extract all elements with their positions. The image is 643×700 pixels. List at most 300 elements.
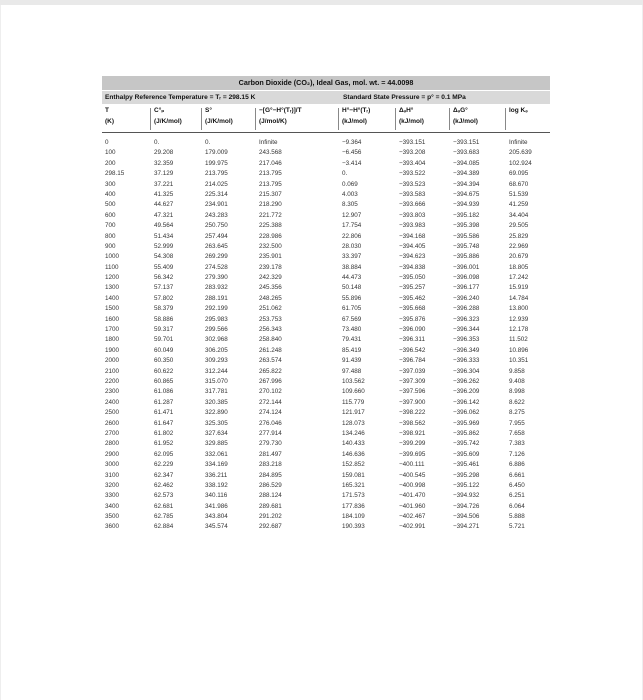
table-cell: 8.622 bbox=[509, 398, 525, 406]
table-cell: −396.323 bbox=[453, 315, 480, 323]
table-cell: −396.344 bbox=[453, 326, 480, 334]
column-header bbox=[105, 106, 114, 126]
table-row bbox=[102, 503, 550, 513]
table-cell: −397.039 bbox=[399, 367, 426, 375]
table-cell: −394.932 bbox=[453, 492, 480, 500]
column-header-unit: (kJ/mol) bbox=[342, 118, 367, 125]
table-cell: −399.299 bbox=[399, 440, 426, 448]
table-cell: 0. bbox=[205, 139, 211, 146]
table-cell: 14.784 bbox=[509, 294, 529, 302]
table-row bbox=[102, 253, 550, 263]
table-cell: −396.142 bbox=[453, 398, 480, 406]
table-cell: −394.838 bbox=[399, 263, 426, 271]
table-cell: 60.622 bbox=[154, 367, 174, 375]
table-cell: 251.062 bbox=[259, 305, 282, 313]
table-cell: −393.666 bbox=[399, 201, 426, 209]
table-cell: −400.998 bbox=[399, 481, 426, 489]
table-cell: 59.701 bbox=[154, 336, 174, 344]
table-cell: −393.404 bbox=[399, 159, 426, 167]
column-divider bbox=[338, 108, 339, 130]
table-cell: 6.450 bbox=[509, 481, 525, 489]
table-row bbox=[102, 430, 550, 440]
table-cell: 309.293 bbox=[205, 357, 228, 365]
table-row bbox=[102, 295, 550, 305]
table-cell: −395.969 bbox=[453, 419, 480, 427]
table-cell: 218.290 bbox=[259, 201, 282, 209]
table-cell: 67.569 bbox=[342, 315, 362, 323]
table-cell: 5.721 bbox=[509, 523, 525, 531]
table-row bbox=[102, 368, 550, 378]
table-cell: 274.124 bbox=[259, 409, 282, 417]
table-cell: 258.840 bbox=[259, 336, 282, 344]
table-cell: 900 bbox=[105, 242, 116, 250]
table-cell: 292.687 bbox=[259, 523, 282, 531]
column-divider bbox=[255, 108, 256, 130]
table-cell: 6.886 bbox=[509, 461, 525, 469]
table-cell: −396.349 bbox=[453, 346, 480, 354]
column-header-unit: (kJ/mol) bbox=[453, 118, 478, 125]
column-header-label: ΔₔH° bbox=[399, 107, 414, 114]
table-cell: 1200 bbox=[105, 274, 120, 282]
table-row bbox=[102, 305, 550, 315]
column-header-unit: (K) bbox=[105, 118, 115, 125]
table-cell: 10.896 bbox=[509, 346, 529, 354]
table-cell: 61.802 bbox=[154, 429, 174, 437]
table-cell: −400.545 bbox=[399, 471, 426, 479]
table-cell: −394.623 bbox=[399, 253, 426, 261]
table-cell: 62.095 bbox=[154, 450, 174, 458]
table-cell: 97.488 bbox=[342, 367, 362, 375]
table-cell: 0.069 bbox=[342, 180, 358, 188]
table-cell: 47.321 bbox=[154, 211, 174, 219]
table-cell: 267.996 bbox=[259, 377, 282, 385]
table-cell: 243.568 bbox=[259, 149, 282, 157]
table-cell: 2500 bbox=[105, 409, 120, 417]
table-cell: 3600 bbox=[105, 523, 120, 531]
table-cell: 213.795 bbox=[259, 170, 282, 178]
table-cell: 1800 bbox=[105, 336, 120, 344]
table-cell: 6.251 bbox=[509, 492, 525, 500]
table-cell: 22.806 bbox=[342, 232, 362, 240]
table-cell: 179.009 bbox=[205, 149, 228, 157]
table-cell: 2400 bbox=[105, 398, 120, 406]
table-cell: 338.192 bbox=[205, 481, 228, 489]
table-cell: 44.627 bbox=[154, 201, 174, 209]
table-cell: 400 bbox=[105, 190, 116, 198]
table-cell: 317.781 bbox=[205, 388, 228, 396]
table-cell: 2300 bbox=[105, 388, 120, 396]
table-cell: −397.596 bbox=[399, 388, 426, 396]
table-row bbox=[102, 139, 550, 149]
table-cell: 250.750 bbox=[205, 222, 228, 230]
table-cell: 283.932 bbox=[205, 284, 228, 292]
table-cell: −394.506 bbox=[453, 513, 480, 521]
table-cell: 12.907 bbox=[342, 211, 362, 219]
table-cell: 68.670 bbox=[509, 180, 529, 188]
table-cell: −396.288 bbox=[453, 305, 480, 313]
column-header bbox=[259, 106, 302, 126]
table-cell: 61.952 bbox=[154, 440, 174, 448]
table-cell: 1600 bbox=[105, 315, 120, 323]
table-cell: 25.829 bbox=[509, 232, 529, 240]
table-row bbox=[102, 316, 550, 326]
reference-bar bbox=[102, 91, 550, 104]
table-row bbox=[102, 492, 550, 502]
table-cell: 302.968 bbox=[205, 336, 228, 344]
table-cell: −401.470 bbox=[399, 492, 426, 500]
table-cell: 41.259 bbox=[509, 201, 529, 209]
column-divider bbox=[395, 108, 396, 130]
table-cell: 263.574 bbox=[259, 357, 282, 365]
table-cell: 60.865 bbox=[154, 377, 174, 385]
table-cell: 17.754 bbox=[342, 222, 362, 230]
table-cell: −396.784 bbox=[399, 357, 426, 365]
table-cell: 79.431 bbox=[342, 336, 362, 344]
table-cell: 242.329 bbox=[259, 274, 282, 282]
table-cell: 257.494 bbox=[205, 232, 228, 240]
table-cell: 22.969 bbox=[509, 242, 529, 250]
table-cell: 2700 bbox=[105, 429, 120, 437]
column-header bbox=[342, 106, 370, 126]
table-cell: 58.886 bbox=[154, 315, 174, 323]
table-cell: −9.364 bbox=[342, 139, 362, 146]
table-cell: −396.177 bbox=[453, 284, 480, 292]
table-cell: 61.647 bbox=[154, 419, 174, 427]
column-header-label: C°ₚ bbox=[154, 107, 165, 114]
standard-state-pressure: Standard State Pressure = p° = 0.1 MPa bbox=[343, 94, 466, 101]
table-cell: 17.242 bbox=[509, 274, 529, 282]
table-cell: 8.275 bbox=[509, 409, 525, 417]
column-header-label: log Kₔ bbox=[509, 107, 528, 114]
table-cell: 320.385 bbox=[205, 398, 228, 406]
table-cell: 32.359 bbox=[154, 159, 174, 167]
table-cell: −396.062 bbox=[453, 409, 480, 417]
table-cell: 306.205 bbox=[205, 346, 228, 354]
column-header-label: −[G°−H°(Tᵣ)]/T bbox=[259, 107, 302, 114]
table-cell: 500 bbox=[105, 201, 116, 209]
table-row bbox=[102, 420, 550, 430]
table-cell: 18.805 bbox=[509, 263, 529, 271]
table-cell: 146.636 bbox=[342, 450, 365, 458]
table-cell: 276.046 bbox=[259, 419, 282, 427]
table-cell: −396.333 bbox=[453, 357, 480, 365]
table-cell: 312.244 bbox=[205, 367, 228, 375]
table-cell: 214.025 bbox=[205, 180, 228, 188]
table-row bbox=[102, 326, 550, 336]
table-cell: 239.178 bbox=[259, 263, 282, 271]
table-cell: 60.049 bbox=[154, 346, 174, 354]
table-cell: 13.800 bbox=[509, 305, 529, 313]
table-cell: −395.461 bbox=[453, 461, 480, 469]
table-cell: 283.218 bbox=[259, 461, 282, 469]
table-cell: 215.307 bbox=[259, 190, 282, 198]
table-cell: 1500 bbox=[105, 305, 120, 313]
table-cell: 7.383 bbox=[509, 440, 525, 448]
table-cell: −402.991 bbox=[399, 523, 426, 531]
table-cell: 0. bbox=[154, 139, 160, 146]
table-cell: 50.148 bbox=[342, 284, 362, 292]
table-cell: 3000 bbox=[105, 461, 120, 469]
table-cell: 213.795 bbox=[259, 180, 282, 188]
table-cell: 171.573 bbox=[342, 492, 365, 500]
table-cell: 62.681 bbox=[154, 502, 174, 510]
column-headers bbox=[102, 106, 550, 133]
column-header-unit: (kJ/mol) bbox=[399, 118, 424, 125]
table-cell: 12.939 bbox=[509, 315, 529, 323]
table-cell: 12.178 bbox=[509, 326, 529, 334]
table-row bbox=[102, 243, 550, 253]
table-cell: 3300 bbox=[105, 492, 120, 500]
table-cell: −394.939 bbox=[453, 201, 480, 209]
table-cell: 55.896 bbox=[342, 294, 362, 302]
table-cell: 58.379 bbox=[154, 305, 174, 313]
table-row bbox=[102, 264, 550, 274]
table-cell: 225.388 bbox=[259, 222, 282, 230]
table-cell: −398.562 bbox=[399, 419, 426, 427]
table-cell: 37.221 bbox=[154, 180, 174, 188]
table-cell: 28.030 bbox=[342, 242, 362, 250]
table-cell: −393.522 bbox=[399, 170, 426, 178]
enthalpy-reference: Enthalpy Reference Temperature = Tᵣ = 298.15 K bbox=[105, 94, 256, 101]
table-cell: 37.129 bbox=[154, 170, 174, 178]
table-cell: 69.095 bbox=[509, 170, 529, 178]
table-cell: −393.983 bbox=[399, 222, 426, 230]
table-cell: 245.356 bbox=[259, 284, 282, 292]
table-cell: 61.705 bbox=[342, 305, 362, 313]
table-cell: −396.209 bbox=[453, 388, 480, 396]
table-cell: −395.876 bbox=[399, 315, 426, 323]
table-cell: 102.924 bbox=[509, 159, 532, 167]
column-divider bbox=[449, 108, 450, 130]
table-row bbox=[102, 357, 550, 367]
table-cell: 190.393 bbox=[342, 523, 365, 531]
table-cell: 121.917 bbox=[342, 409, 365, 417]
table-cell: 332.061 bbox=[205, 450, 228, 458]
table-cell: −395.122 bbox=[453, 481, 480, 489]
table-cell: 4.003 bbox=[342, 190, 358, 198]
table-cell: 109.660 bbox=[342, 388, 365, 396]
table-cell: 3500 bbox=[105, 513, 120, 521]
table-cell: 61.287 bbox=[154, 398, 174, 406]
table-cell: −396.090 bbox=[399, 326, 426, 334]
table-cell: 343.804 bbox=[205, 513, 228, 521]
table-row bbox=[102, 347, 550, 357]
table-cell: −395.862 bbox=[453, 429, 480, 437]
table-cell: −395.742 bbox=[453, 440, 480, 448]
table-cell: 700 bbox=[105, 222, 116, 230]
table-cell: 2100 bbox=[105, 367, 120, 375]
table-row bbox=[102, 482, 550, 492]
thermo-table bbox=[102, 76, 550, 534]
table-cell: 199.975 bbox=[205, 159, 228, 167]
table-cell: 44.473 bbox=[342, 274, 362, 282]
table-cell: 279.390 bbox=[205, 274, 228, 282]
table-cell: 235.901 bbox=[259, 253, 282, 261]
table-cell: 299.566 bbox=[205, 326, 228, 334]
table-cell: 284.895 bbox=[259, 471, 282, 479]
table-cell: 165.321 bbox=[342, 481, 365, 489]
table-cell: −395.050 bbox=[399, 274, 426, 282]
table-cell: 263.645 bbox=[205, 242, 228, 250]
table-cell: 292.199 bbox=[205, 305, 228, 313]
table-cell: 29.208 bbox=[154, 149, 174, 157]
table-cell: 61.086 bbox=[154, 388, 174, 396]
table-row bbox=[102, 222, 550, 232]
table-cell: 5.888 bbox=[509, 513, 525, 521]
table-cell: 52.999 bbox=[154, 242, 174, 250]
table-cell: 62.347 bbox=[154, 471, 174, 479]
table-cell: −394.405 bbox=[399, 242, 426, 250]
table-cell: 2800 bbox=[105, 440, 120, 448]
table-cell: 800 bbox=[105, 232, 116, 240]
table-cell: 0 bbox=[105, 139, 109, 146]
table-cell: −401.960 bbox=[399, 502, 426, 510]
table-cell: 3200 bbox=[105, 481, 120, 489]
table-cell: 200 bbox=[105, 159, 116, 167]
table-cell: −393.151 bbox=[399, 139, 426, 146]
table-cell: −400.111 bbox=[399, 461, 425, 469]
table-cell: 279.730 bbox=[259, 440, 282, 448]
table-cell: −394.168 bbox=[399, 232, 426, 240]
table-cell: 9.408 bbox=[509, 377, 525, 385]
table-cell: 205.639 bbox=[509, 149, 532, 157]
column-header-label: S° bbox=[205, 107, 212, 114]
table-cell: 49.564 bbox=[154, 222, 174, 230]
table-cell: −394.271 bbox=[453, 523, 480, 531]
column-header bbox=[205, 106, 233, 126]
table-cell: 1900 bbox=[105, 346, 120, 354]
column-header bbox=[154, 106, 182, 126]
table-cell: 140.433 bbox=[342, 440, 365, 448]
table-cell: 1000 bbox=[105, 253, 120, 261]
column-header-label: ΔₔG° bbox=[453, 107, 468, 114]
table-row bbox=[102, 191, 550, 201]
table-cell: 73.480 bbox=[342, 326, 362, 334]
column-divider bbox=[201, 108, 202, 130]
table-cell: −395.257 bbox=[399, 284, 426, 292]
table-cell: 248.265 bbox=[259, 294, 282, 302]
table-cell: 34.404 bbox=[509, 211, 529, 219]
table-cell: 8.305 bbox=[342, 201, 358, 209]
table-cell: 327.634 bbox=[205, 429, 228, 437]
table-row bbox=[102, 201, 550, 211]
table-row bbox=[102, 336, 550, 346]
table-cell: 1400 bbox=[105, 294, 120, 302]
table-cell: 100 bbox=[105, 149, 116, 157]
table-cell: 1100 bbox=[105, 263, 119, 271]
table-cell: 325.305 bbox=[205, 419, 228, 427]
table-row bbox=[102, 181, 550, 191]
column-header bbox=[453, 106, 478, 126]
table-cell: 253.753 bbox=[259, 315, 282, 323]
table-cell: 329.885 bbox=[205, 440, 228, 448]
table-row bbox=[102, 378, 550, 388]
table-cell: 62.462 bbox=[154, 481, 174, 489]
table-cell: 134.246 bbox=[342, 429, 365, 437]
table-cell: 2900 bbox=[105, 450, 120, 458]
table-cell: 261.248 bbox=[259, 346, 282, 354]
table-cell: 61.471 bbox=[154, 409, 174, 417]
table-cell: 33.397 bbox=[342, 253, 362, 261]
table-cell: 62.573 bbox=[154, 492, 174, 500]
table-cell: −394.389 bbox=[453, 170, 480, 178]
table-cell: −402.467 bbox=[399, 513, 426, 521]
table-cell: 322.890 bbox=[205, 409, 228, 417]
table-cell: −394.675 bbox=[453, 190, 480, 198]
table-cell: −3.414 bbox=[342, 159, 362, 167]
table-cell: 2600 bbox=[105, 419, 120, 427]
table-row bbox=[102, 451, 550, 461]
table-cell: 288.124 bbox=[259, 492, 282, 500]
table-cell: −398.921 bbox=[399, 429, 426, 437]
table-cell: 7.658 bbox=[509, 429, 525, 437]
table-cell: 41.325 bbox=[154, 190, 174, 198]
table-cell: 334.169 bbox=[205, 461, 228, 469]
table-cell: 256.343 bbox=[259, 326, 282, 334]
table-cell: 15.919 bbox=[509, 284, 529, 292]
table-cell: −393.683 bbox=[453, 149, 480, 157]
column-header-unit: (J/mol/K) bbox=[259, 118, 287, 125]
table-cell: 340.116 bbox=[205, 492, 228, 500]
table-cell: 1700 bbox=[105, 326, 120, 334]
table-cell: 128.073 bbox=[342, 419, 365, 427]
table-row bbox=[102, 149, 550, 159]
table-cell: 281.497 bbox=[259, 450, 282, 458]
table-cell: 10.351 bbox=[509, 357, 529, 365]
column-header bbox=[399, 106, 424, 126]
table-title: Carbon Dioxide (CO₂), Ideal Gas, mol. wt. = 44.0098 bbox=[102, 76, 550, 90]
table-cell: −395.462 bbox=[399, 294, 426, 302]
table-cell: −396.001 bbox=[453, 263, 480, 271]
table-cell: −397.309 bbox=[399, 377, 426, 385]
table-cell: −393.803 bbox=[399, 211, 426, 219]
table-cell: −394.394 bbox=[453, 180, 480, 188]
table-row bbox=[102, 388, 550, 398]
table-cell: 54.308 bbox=[154, 253, 174, 261]
table-cell: 217.046 bbox=[259, 159, 282, 167]
table-cell: −395.398 bbox=[453, 222, 480, 230]
table-cell: 38.884 bbox=[342, 263, 362, 271]
table-cell: −395.748 bbox=[453, 242, 480, 250]
table-cell: −396.353 bbox=[453, 336, 480, 344]
table-cell: 6.661 bbox=[509, 471, 525, 479]
table-cell: 265.822 bbox=[259, 367, 282, 375]
table-cell: 11.502 bbox=[509, 336, 528, 344]
table-cell: 184.109 bbox=[342, 513, 365, 521]
table-row bbox=[102, 409, 550, 419]
table-cell: 221.772 bbox=[259, 211, 282, 219]
table-cell: 62.785 bbox=[154, 513, 174, 521]
table-cell: −398.222 bbox=[399, 409, 426, 417]
table-cell: −395.586 bbox=[453, 232, 480, 240]
table-cell: −395.298 bbox=[453, 471, 480, 479]
table-cell: −394.085 bbox=[453, 159, 480, 167]
table-cell: 51.539 bbox=[509, 190, 529, 198]
table-cell: −395.182 bbox=[453, 211, 480, 219]
table-cell: 9.858 bbox=[509, 367, 525, 375]
column-header-unit: (J/K/mol) bbox=[205, 118, 233, 125]
table-cell: 3400 bbox=[105, 502, 120, 510]
table-cell: −396.304 bbox=[453, 367, 480, 375]
table-cell: 291.202 bbox=[259, 513, 282, 521]
column-divider bbox=[505, 108, 506, 130]
table-cell: 277.914 bbox=[259, 429, 282, 437]
table-cell: 288.191 bbox=[205, 294, 228, 302]
table-row bbox=[102, 284, 550, 294]
table-cell: 341.986 bbox=[205, 502, 228, 510]
table-cell: 270.102 bbox=[259, 388, 282, 396]
table-cell: 57.137 bbox=[154, 284, 174, 292]
